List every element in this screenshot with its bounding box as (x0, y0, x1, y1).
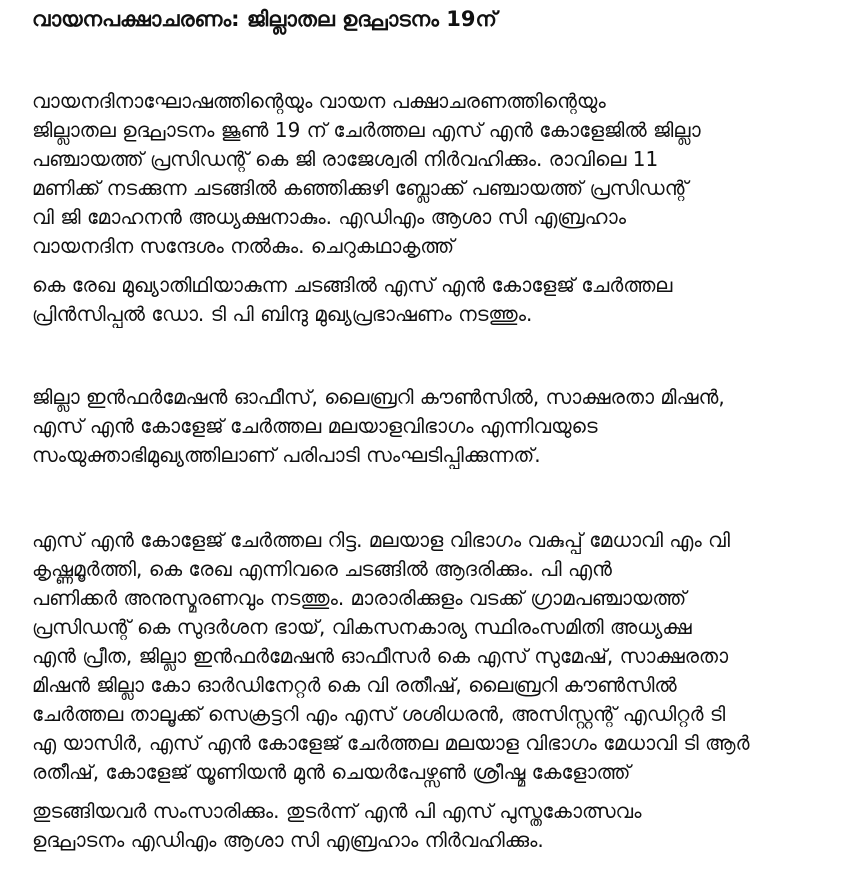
text-line: വായനദിനാഘോഷത്തിന്റെയും വായന പക്ഷാചരണത്തിന്റെയും (32, 89, 606, 113)
text-line: എസ് എൻ കോളേജ് ചേർത്തല റിട്ട. മലയാള വിഭാഗം വകുപ്പ് മേധാവി എം വി (32, 528, 730, 552)
text-line: കൃഷ്ണമൂർത്തി, കെ രേഖ എന്നിവരെ ചടങ്ങിൽ ആദരിക്കും. പി എൻ (32, 557, 612, 581)
text-line: ജില്ലാതല ഉദ്ഘാടനം ജൂൺ 19 ന് ചേർത്തല എസ് എൻ കോളേജിൽ ജില്ലാ (32, 118, 701, 142)
paragraph-2 (32, 271, 842, 329)
text-line: പണിക്കർ അനുസ്മരണവും നടത്തും. മാരാരിക്കുളം വടക്ക് ഗ്രാമപഞ്ചായത്ത് (32, 586, 687, 610)
text-line: ഉദ്ഘാടനം എഡിഎം ആശാ സി എബ്രഹാം നിർവഹിക്കും. (32, 828, 544, 852)
text-line: കെ രേഖ മുഖ്യാതിഥിയാകുന്ന ചടങ്ങിൽ എസ് എൻ കോളേജ് ചേർത്തല (32, 273, 673, 297)
text-line: രതീഷ്, കോളേജ് യൂണിയൻ മുൻ ചെയർപേഴ്സൺ ശ്രീഷ്മ കേളോത്ത് (32, 760, 631, 784)
text-line: എൻ പ്രീത, ജില്ലാ ഇൻഫർമേഷൻ ഓഫീസർ കെ എസ് സുമേഷ്, സാക്ഷരതാ (32, 644, 729, 668)
paragraph-3 (32, 383, 842, 470)
text-line: എസ് എൻ കോളേജ് ചേർത്തല മലയാളവിഭാഗം എന്നിവയുടെ (32, 414, 598, 438)
text-line: സംയുക്താഭിമുഖ്യത്തിലാണ് പരിപാടി സംഘടിപ്പിക്കുന്നത്. (32, 443, 541, 467)
paragraph-1 (32, 87, 842, 261)
paragraph-4 (32, 526, 842, 787)
article-title: വായനപക്ഷാചരണം: ജില്ലാതല ഉദ്ഘാടനം 19ന് (32, 7, 497, 31)
text-line: തുടങ്ങിയവർ സംസാരിക്കും. തുടർന്ന് എൻ പി എസ് പുസ്തകോത്സവം (32, 799, 642, 823)
text-line: മണിക്ക് നടക്കുന്ന ചടങ്ങിൽ കഞ്ഞിക്കുഴി ബ്ലോക്ക് പഞ്ചായത്ത് പ്രസിഡന്റ് (32, 176, 689, 200)
text-line: എ യാസിർ, എസ് എൻ കോളേജ് ചേർത്തല മലയാള വിഭാഗം മേധാവി ടി ആർ (32, 731, 750, 755)
text-line: പ്രിൻസിപ്പൽ ഡോ. ടി പി ബിന്ദു മുഖ്യപ്രഭാഷണം നടത്തും. (32, 302, 533, 326)
text-line: പഞ്ചായത്ത് പ്രസിഡന്റ് കെ ജി രാജേശ്വരി നിർവഹിക്കും. രാവിലെ 11 (32, 147, 659, 171)
text-line: പ്രസിഡന്റ് കെ സുദർശന ഭായ്, വികസനകാര്യ സ്ഥിരംസമിതി അധ്യക്ഷ (32, 615, 692, 639)
text-line: മിഷൻ ജില്ലാ കോ ഓർഡിനേറ്റർ കെ വി രതീഷ്, ലൈബ്രറി കൗൺസിൽ (32, 673, 677, 697)
paragraph-5 (32, 797, 842, 855)
text-line: ജില്ലാ ഇൻഫർമേഷൻ ഓഫീസ്, ലൈബ്രറി കൗൺസിൽ, സാക്ഷരതാ മിഷൻ, (32, 385, 725, 409)
text-line: ചേർത്തല താലൂക്ക് സെക്രട്ടറി എം എസ് ശശിധരൻ, അസിസ്റ്റന്റ് എഡിറ്റർ ടി (32, 702, 726, 726)
text-line: വായനദിന സന്ദേശം നൽകും. ചെറുകഥാകൃത്ത് (32, 234, 455, 258)
text-line: വി ജി മോഹനൻ അധ്യക്ഷനാകും. എഡിഎം ആശാ സി എബ്രഹാം (32, 205, 626, 229)
